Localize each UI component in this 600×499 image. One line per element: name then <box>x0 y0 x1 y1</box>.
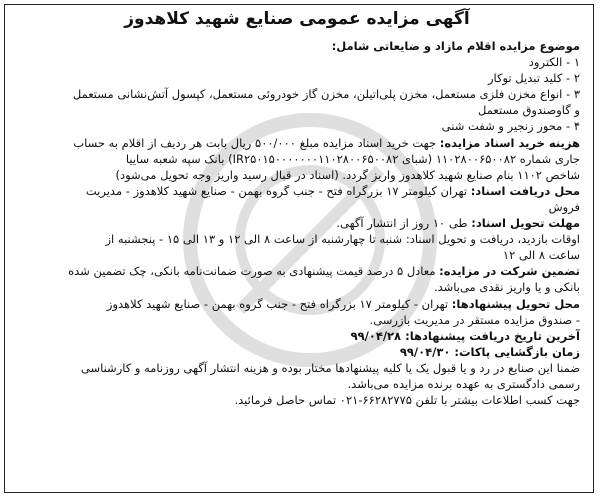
guarantee-line <box>14 263 580 279</box>
notice-title: آگهی مزایده عمومی صنایع شهید کلاهدوز <box>124 9 470 29</box>
doc-deadline-label: مهلت تحویل اسناد: <box>471 216 580 231</box>
last-date-value: ۹۹/۰۴/۲۸ <box>350 328 402 343</box>
subject-item: ۴ - محور زنجیر و شفت شنی <box>441 119 580 134</box>
notes-line: ضمنا این صنایع در رد و یا قبول یک یا کلیه پیشنهادها مختار بوده و هزینه انتشار آگهی روزنامه و کارشناسی <box>80 360 580 375</box>
auction-notice <box>14 6 580 408</box>
offer-delivery-text: تهران - کیلومتر ۱۷ بزرگراه فتح - جنب گروه بهمن - صنایع شهید کلاهدوز <box>106 296 449 311</box>
doc-fee-line: جاری شماره ۱۱۰۲۸۰۰۶۵۰۰۸۲ (شبای IR۲۵۰۱۵۰۰۰۰۰۰۰۱۱۰۲۸۰۰۶۵۰۰۸۲) بانک سپه شعبه ساییا <box>125 151 580 166</box>
subject-item: ۱ - الکترود <box>528 55 580 70</box>
doc-fee-label: هزینه خرید اسناد مزایده: <box>439 135 580 150</box>
opening-label: زمان بازگشایی پاکات: <box>454 344 580 359</box>
subject-item: و گاوصندوق مستعمل <box>478 103 580 118</box>
guarantee-label: تضمین شرکت در مزایده: <box>439 264 580 279</box>
last-date-label: آخرین تاریخ دریافت پیشنهادها: <box>405 328 580 343</box>
visit-hours-line: اوقات بازدید، دریافت و تحویل اسناد: شنبه تا چهارشنبه از ساعت ۸ الی ۱۲ و ۱۳ الی ۱۵ - پنجشنبه از <box>105 232 580 247</box>
guarantee-text: معادل ۵ درصد قیمت پیشنهادی به صورت ضمانت‌نامه بانکی، چک تضمین شده <box>68 264 436 279</box>
doc-deadline-text: طی ۱۰ روز از انتشار آگهی. <box>336 216 468 231</box>
doc-fee-text: جهت خرید اسناد مزایده مبلغ ۵۰۰/۰۰۰ ریال بابت هر ردیف از اقلام به حساب <box>73 135 437 150</box>
visit-hours-line: ساعت ۸ الی ۱۲ <box>502 248 580 263</box>
doc-pickup-text: تهران کیلومتر ۱۷ بزرگراه فتح - جنب گروه بهمن - صنایع شهید کلاهدوز - مدیریت <box>85 183 468 198</box>
offer-delivery-line <box>14 296 580 312</box>
doc-pickup-label: محل دریافت اسناد: <box>470 183 580 198</box>
subject-heading: موضوع مزایده اقلام مازاد و ضایعاتی شامل: <box>331 39 580 53</box>
doc-pickup-line: فروش <box>548 199 580 214</box>
offer-delivery-label: محل تحویل پیشنهادها: <box>451 296 580 311</box>
subject-item: ۲ - کلید تبدیل توکار <box>487 71 580 86</box>
doc-deadline-line <box>14 215 580 231</box>
notes-line: رسمی دادگستری به عهده برنده مزایده می‌باشد. <box>347 376 580 391</box>
subject-item: ۳ - انواع مخزن فلزی مستعمل، مخزن پلی‌اتیلن، مخزن گاز خودروئی مستعمل، کپسول آتش‌نشانی مستعمل <box>72 87 580 102</box>
doc-pickup-line <box>14 183 580 199</box>
doc-fee-line: شاخص ۱۱۰۲ بنام صنایع شهید کلاهدوز واریز گردد. (اسناد در قبال رسید واریز وجه تحویل می‌شود) <box>115 167 580 182</box>
opening-value: ۹۹/۰۴/۳۰ <box>399 344 451 359</box>
last-date-line <box>14 328 580 344</box>
guarantee-line: بانکی و یا واریز نقدی می‌باشد. <box>433 280 580 295</box>
offer-delivery-line: - صندوق مزایده مستقر در مدیریت بازرسی. <box>369 312 580 327</box>
opening-line <box>14 344 580 360</box>
contact-line: جهت کسب اطلاعات بیشتر با تلفن ۶۶۲۸۲۷۷۵-۰۲۱ تماس حاصل فرمائید. <box>234 393 580 408</box>
doc-fee-line <box>14 135 580 151</box>
